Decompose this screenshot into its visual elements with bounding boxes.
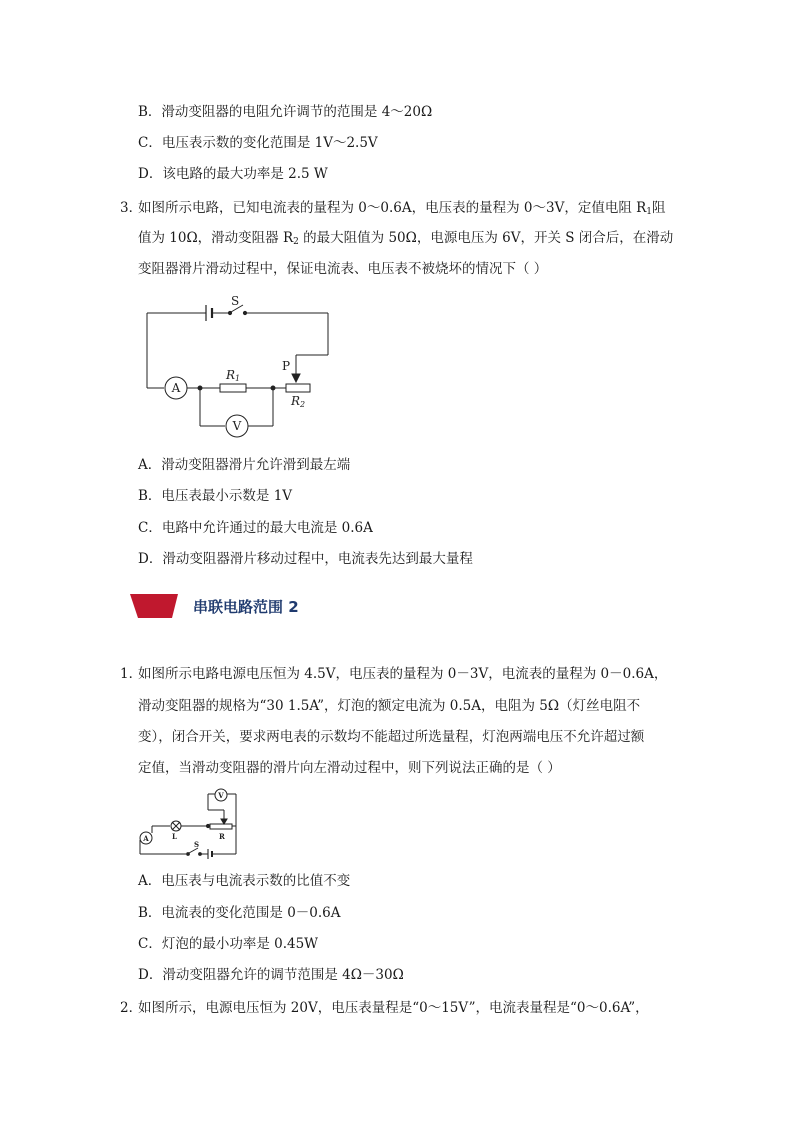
option-d-prev: D．该电路的最大功率是 2.5 W: [138, 166, 328, 182]
rheostat-label: R: [219, 832, 225, 841]
slider-p-label: P: [282, 359, 291, 373]
question-3-number: 3．: [120, 200, 143, 216]
question-3-line-1: 如图所示电路，已知电流表的量程为 0～0.6A，电压表的量程为 0～3V，定值电阻 $R_1$阻: [138, 200, 666, 217]
question-1-line-3: 变），闭合开关，要求两电表的示数均不能超过所选量程，灯泡两端电压不允许超过额: [138, 729, 645, 745]
section-title: 串联电路范围 2: [193, 598, 299, 616]
ammeter-label: A: [143, 834, 149, 843]
question-1-number: 1．: [120, 666, 143, 682]
question-3-option-a: A．滑动变阻器滑片允许滑到最左端: [138, 457, 351, 473]
lamp-label: L: [172, 832, 177, 841]
option-b-prev: B．滑动变阻器的电阻允许调节的范围是 4～20Ω: [138, 104, 433, 120]
switch-s-label: S: [231, 294, 240, 308]
option-c-prev: C．电压表示数的变化范围是 1V～2.5V: [138, 135, 378, 151]
question-3-option-b: B．电压表最小示数是 1V: [138, 488, 293, 504]
question-1-option-d: D．滑动变阻器允许的调节范围是 4Ω－30Ω: [138, 967, 404, 983]
question-1-option-b: B．电流表的变化范围是 0－0.6A: [138, 905, 341, 921]
question-2-line-1: 如图所示，电源电压恒为 20V，电压表量程是“0～15V”，电流表量程是“0～0.6A”，: [138, 1000, 649, 1016]
question-1-line-4: 定值，当滑动变阻器的滑片向左滑动过程中，则下列说法正确的是（ ）: [138, 760, 561, 776]
question-3-option-c: C．电路中允许通过的最大电流是 0.6A: [138, 520, 373, 536]
question-3-line-3: 变阻器滑片滑动过程中，保证电流表、电压表不被烧坏的情况下（ ）: [138, 261, 548, 277]
question-3-option-d: D．滑动变阻器滑片移动过程中，电流表先达到最大量程: [138, 551, 473, 567]
question-1-option-a: A．电压表与电流表示数的比值不变: [138, 873, 351, 889]
question-1-line-1: 如图所示电路电源电压恒为 4.5V，电压表的量程为 0－3V，电流表的量程为 0－0.6A，: [138, 666, 668, 682]
ammeter-label: A: [171, 381, 181, 395]
question-1-line-2: 滑动变阻器的规格为“30 1.5A”，灯泡的额定电流为 0.5A，电阻为 5Ω（灯丝电阻不: [138, 698, 641, 714]
r2-label: R2: [291, 394, 306, 409]
section-accent-bar: [130, 594, 178, 618]
question-1-circuit-diagram: [136, 788, 246, 863]
voltmeter-label: V: [232, 419, 242, 433]
r1-label: R1: [226, 368, 241, 383]
voltmeter-label: V: [218, 791, 224, 800]
question-3-line-2: 值为 10Ω，滑动变阻器 $R_2$ 的最大阻值为 50Ω，电源电压为 6V，开关 S 闭合后，在滑动: [138, 230, 674, 247]
switch-label: S: [194, 840, 200, 849]
question-3-circuit-diagram: [140, 290, 340, 440]
question-2-number: 2．: [120, 1000, 143, 1016]
question-1-option-c: C．灯泡的最小功率是 0.45W: [138, 936, 319, 952]
